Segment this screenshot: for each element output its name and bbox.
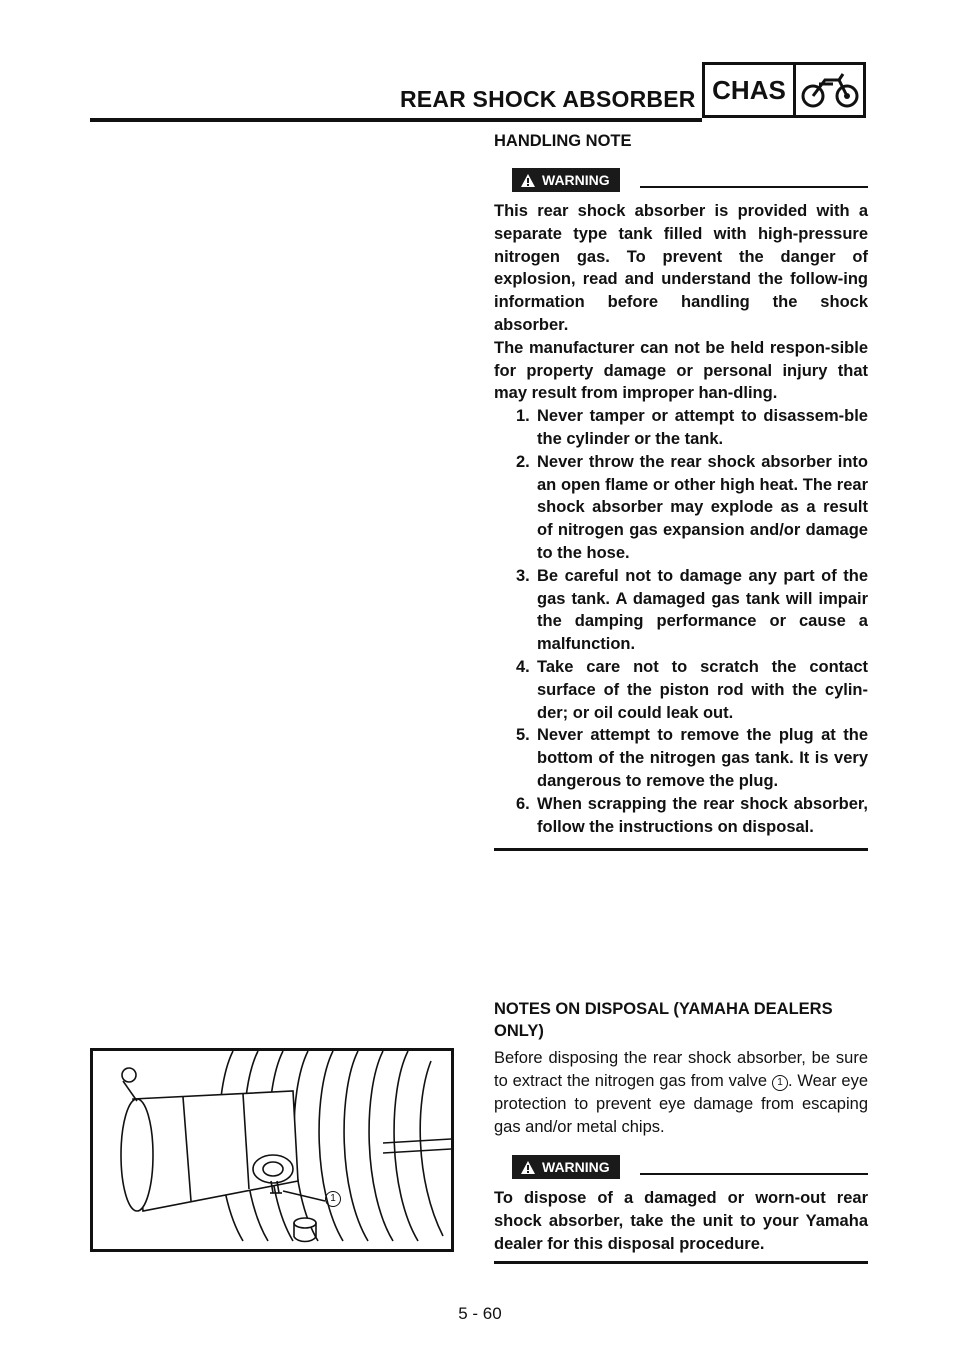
disposal-heading: NOTES ON DISPOSAL (YAMAHA DEALERS ONLY)	[494, 1000, 833, 1040]
page-number: 5 - 60	[458, 1304, 502, 1323]
warning-end-rule	[494, 1261, 868, 1264]
section-badge	[702, 62, 866, 118]
warning-rule	[640, 1173, 868, 1175]
page-title: REAR SHOCK ABSORBER	[400, 86, 696, 112]
warning-paragraph: The manufacturer can not be held respon-sible for property damage or personal injury that may result from improper han-dling.	[494, 338, 868, 403]
figure-callout-1: 1	[325, 1191, 341, 1207]
handling-note-section	[494, 130, 868, 851]
motorcycle-icon	[796, 65, 863, 115]
shock-absorber-illustration	[93, 1051, 451, 1249]
warning-triangle-icon	[520, 173, 536, 188]
warning-header	[494, 168, 868, 192]
warning-rule	[640, 186, 868, 188]
list-item: 1. Never tamper or attempt to disassem-ble the cylinder or the tank.	[516, 407, 868, 448]
warning-label: WARNING	[542, 172, 610, 188]
warning-label: WARNING	[542, 1159, 610, 1175]
list-item: 5. Never attempt to remove the plug at the bottom of the nitrogen gas tank. It is very dangerous to remove the plug.	[516, 726, 868, 790]
handling-note-heading: HANDLING NOTE	[494, 132, 632, 150]
disposal-paragraph: Before disposing the rear shock absorber, be sure to extract the nitrogen gas from valve 1 . Wear eye protection to prevent eye damage from escaping gas and/or metal chips.	[494, 1049, 868, 1136]
list-item: 3. Be careful not to damage any part of the gas tank. A damaged gas tank will impair the damping performance or cause a malfunction.	[516, 566, 868, 654]
header-rule	[90, 118, 702, 122]
list-item: 6. When scrapping the rear shock absorber, follow the instructions on disposal.	[516, 794, 868, 836]
disposal-warning-text: To dispose of a damaged or worn-out rear shock absorber, take the unit to your Yamaha dealer for this disposal procedure.	[494, 1189, 868, 1253]
list-item: 2. Never throw the rear shock absorber into an open flame or other high heat. The rear shock absorber may explode as a result of nitrogen gas expansion and/or damage to the hose.	[516, 452, 868, 562]
disposal-section	[494, 998, 868, 1264]
section-code: CHAS	[705, 65, 796, 115]
warning-paragraph: This rear shock absorber is provided with a separate type tank filled with high-pressure nitrogen gas. To prevent the danger of explosion, read and understand the follow-ing information before handling the shock absorber.	[494, 202, 868, 334]
shock-absorber-figure	[90, 1048, 454, 1252]
warning-triangle-icon	[520, 1160, 536, 1175]
list-item: 4. Take care not to scratch the contact surface of the piston rod with the cylin-der; or oil could leak out.	[516, 657, 868, 722]
warning-end-rule	[494, 848, 868, 851]
warning-badge	[512, 1155, 620, 1179]
callout-marker: 1	[772, 1075, 788, 1091]
warning-list	[494, 405, 868, 838]
warning-badge	[512, 168, 620, 192]
warning-header	[494, 1155, 868, 1179]
